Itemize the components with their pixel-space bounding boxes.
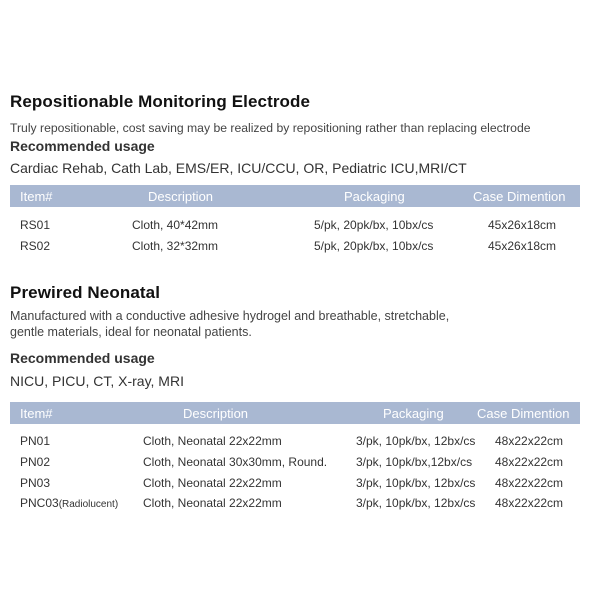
cell-case: 45x26x18cm — [488, 239, 557, 253]
section-description-line1: Manufactured with a conductive adhesive hydrogel and breathable, stretchable, — [10, 309, 450, 323]
section-title-prewired-neonatal: Prewired Neonatal — [10, 283, 161, 302]
cell-item-code: PNC03 — [20, 496, 59, 510]
header-description: Description — [183, 406, 249, 421]
header-case-dimension: Case Dimention — [473, 189, 566, 204]
cell-packaging: 3/pk, 10pk/bx, 12bx/cs — [356, 476, 476, 490]
header-item: Item# — [20, 189, 53, 204]
usage-heading-neonatal: Recommended usage — [10, 350, 155, 366]
table-row — [10, 239, 580, 259]
usage-text-neonatal: NICU, PICU, CT, X-ray, MRI — [10, 373, 184, 389]
section-description-line2: gentle materials, ideal for neonatal patients. — [10, 325, 252, 339]
cell-item: RS02 — [20, 239, 51, 253]
cell-item: RS01 — [20, 218, 51, 232]
cell-item-note: (Radiolucent) — [58, 499, 119, 510]
cell-packaging: 3/pk, 10pk/bx,12bx/cs — [356, 455, 473, 469]
table-row — [10, 218, 580, 238]
table-row — [10, 496, 580, 516]
cell-description: Cloth, Neonatal 22x22mm — [143, 476, 282, 490]
cell-description: Cloth, Neonatal 30x30mm, Round. — [143, 455, 328, 469]
header-packaging: Packaging — [383, 406, 444, 421]
cell-case: 45x26x18cm — [488, 218, 557, 232]
usage-text-repositionable: Cardiac Rehab, Cath Lab, EMS/ER, ICU/CCU, OR, Pediatric ICU,MRI/CT — [10, 160, 467, 176]
cell-packaging: 3/pk, 10pk/bx, 12bx/cs — [356, 434, 476, 448]
section-description-repositionable: Truly repositionable, cost saving may be realized by repositioning rather than replacing electrode — [10, 121, 531, 135]
cell-case: 48x22x22cm — [495, 434, 564, 448]
table-row — [10, 434, 580, 454]
cell-case: 48x22x22cm — [495, 455, 564, 469]
cell-case: 48x22x22cm — [495, 476, 564, 490]
cell-item: PN03 — [20, 476, 51, 490]
cell-packaging: 5/pk, 20pk/bx, 10bx/cs — [314, 239, 434, 253]
cell-packaging: 5/pk, 20pk/bx, 10bx/cs — [314, 218, 434, 232]
section-title-repositionable: Repositionable Monitoring Electrode — [10, 92, 311, 111]
table-row — [10, 476, 580, 496]
table-row — [10, 455, 580, 475]
cell-description: Cloth, Neonatal 22x22mm — [143, 496, 282, 510]
cell-packaging: 3/pk, 10pk/bx, 12bx/cs — [356, 496, 476, 510]
cell-case: 48x22x22cm — [495, 496, 564, 510]
cell-description: Cloth, 40*42mm — [132, 218, 219, 232]
cell-description: Cloth, Neonatal 22x22mm — [143, 434, 282, 448]
header-description: Description — [148, 189, 214, 204]
table-header-neonatal — [10, 402, 580, 424]
header-packaging: Packaging — [344, 189, 405, 204]
usage-heading-repositionable: Recommended usage — [10, 138, 155, 154]
header-item: Item# — [20, 406, 53, 421]
table-header-repositionable — [10, 185, 580, 207]
cell-description: Cloth, 32*32mm — [132, 239, 219, 253]
cell-item: PN01 — [20, 434, 51, 448]
cell-item: PN02 — [20, 455, 51, 469]
header-case-dimension: Case Dimention — [477, 406, 570, 421]
cell-item — [20, 496, 118, 510]
